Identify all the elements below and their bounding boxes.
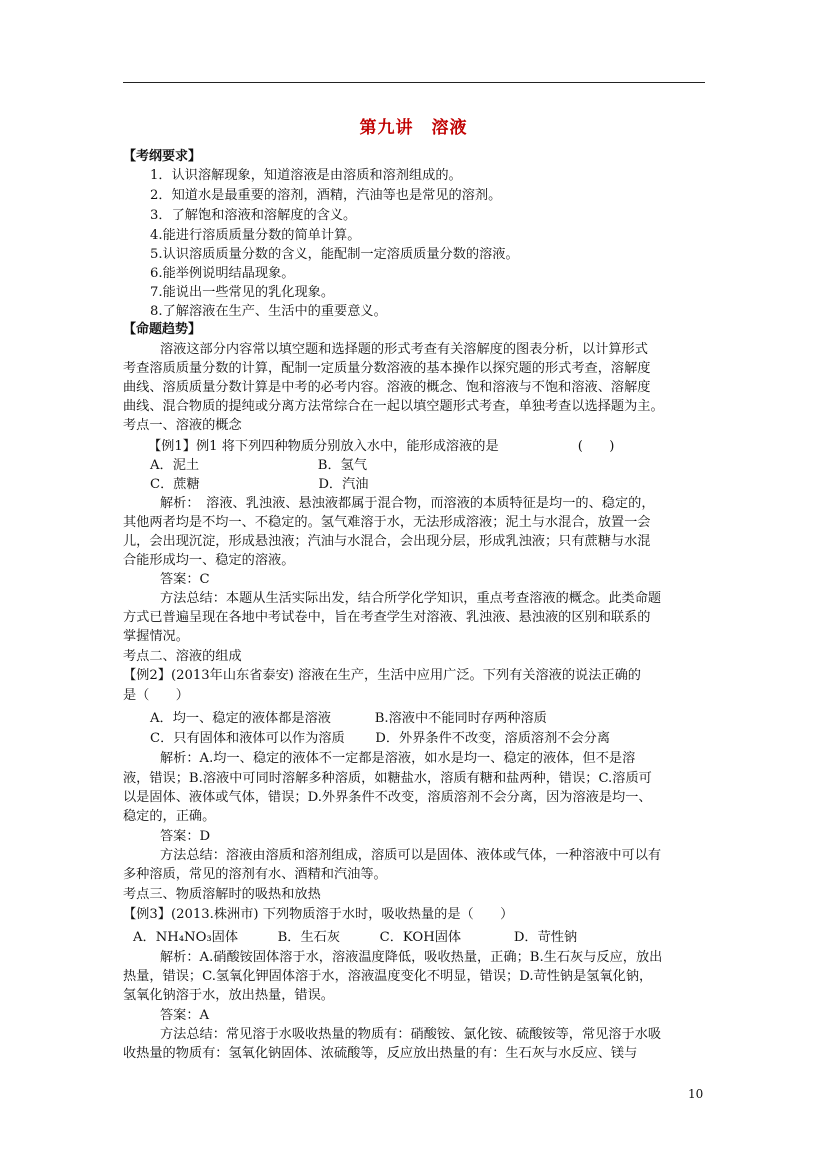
header-rule bbox=[123, 82, 705, 83]
text-line: 是（ ） bbox=[123, 688, 189, 703]
title-topic: 溶液 bbox=[431, 118, 468, 138]
text-line: 【例1】例1 将下列四种物质分别放入水中，能形成溶液的是 ( ) bbox=[148, 439, 615, 454]
text-line: 以是固体、液体或气体，错误；D.外界条件不改变，溶质溶剂不会分离，因为溶液是均一、 bbox=[123, 790, 652, 805]
text-line: 合能形成均一、稳定的溶液。 bbox=[123, 553, 295, 568]
text-line: 解析：A.均一、稳定的液体不一定都是溶液，如水是均一、稳定的液体，但不是溶 bbox=[160, 751, 636, 766]
text-line: 答案：D bbox=[160, 829, 211, 844]
text-line: 方法总结：溶液由溶质和溶剂组成，溶质可以是固体、液体或气体，一种溶液中可以有 bbox=[160, 848, 662, 863]
text-line: 液，错误；B.溶液中可同时溶解多种溶质，如糖盐水，溶质有糖和盐两种，错误；C.溶质可 bbox=[123, 771, 652, 786]
text-line: 热量，错误；C.氢氧化钾固体溶于水，溶液温度变化不明显，错误；D.苛性钠是氢氧化钠， bbox=[123, 969, 653, 984]
text-line: 6.能举例说明结晶现象。 bbox=[150, 266, 295, 281]
text-line: 多种溶质，常见的溶剂有水、酒精和汽油等。 bbox=[123, 867, 387, 882]
text-line: 曲线、溶质质量分数计算是中考的必考内容。溶液的概念、饱和溶液与不饱和溶液、溶解度 bbox=[123, 380, 651, 395]
text-line: 答案：C bbox=[160, 572, 210, 587]
text-line: 方式已普遍呈现在各地中考试卷中，旨在考查学生对溶液、乳浊液、悬浊液的区别和联系的 bbox=[123, 610, 651, 625]
text-line: 答案：A bbox=[160, 1008, 210, 1023]
text-line: 方法总结：本题从生活实际出发，结合所学化学知识，重点考查溶液的概念。此类命题 bbox=[160, 591, 662, 606]
text-line: C．只有固体和液体可以作为溶质 D．外界条件不改变，溶质溶剂不会分离 bbox=[150, 731, 611, 746]
section-heading: 【考纲要求】 bbox=[123, 149, 202, 164]
text-line: 稳定的，正确。 bbox=[123, 809, 216, 824]
section-heading: 【命题趋势】 bbox=[123, 322, 202, 337]
text-line: 收热量的物质有：氢氧化钠固体、浓硫酸等，反应放出热量的有：生石灰与水反应、镁与 bbox=[123, 1046, 638, 1061]
text-line: 方法总结：常见溶于水吸收热量的物质有：硝酸铵、氯化铵、硫酸铵等，常见溶于水吸 bbox=[160, 1027, 662, 1042]
text-line: 7.能说出一些常见的乳化现象。 bbox=[150, 285, 335, 300]
page-number: 10 bbox=[688, 1087, 704, 1101]
text-line: 掌握情况。 bbox=[123, 629, 189, 644]
text-line: C．蔗糖 D．汽油 bbox=[150, 477, 369, 492]
text-line: 曲线、混合物质的提纯或分离方法常综合在一起以填空题形式考查，单独考查以选择题为主。 bbox=[123, 399, 664, 414]
text-line: 解析： 溶液、乳浊液、悬浊液都属于混合物，而溶液的本质特征是均一的、稳定的， bbox=[160, 496, 655, 511]
text-line: 8.了解溶液在生产、生活中的重要意义。 bbox=[150, 304, 387, 319]
text-line: 其他两者均是不均一、不稳定的。氢气难溶于水，无法形成溶液；泥土与水混合，放置一会 bbox=[123, 515, 651, 530]
text-line: A．均一、稳定的液体都是溶液 B.溶液中不能同时存两种溶质 bbox=[150, 711, 547, 726]
text-line: 4.能进行溶质质量分数的简单计算。 bbox=[150, 228, 361, 243]
text-line: 2．知道水是最重要的溶剂，酒精，汽油等也是常见的溶剂。 bbox=[150, 188, 502, 203]
text-line: 考点一、溶液的概念 bbox=[123, 418, 242, 433]
text-line: 5.认识溶质质量分数的含义，能配制一定溶质质量分数的溶液。 bbox=[150, 247, 519, 262]
text-line: 儿，会出现沉淀，形成悬浊液；汽油与水混合，会出现分层，形成乳浊液；只有蔗糖与水混 bbox=[123, 534, 651, 549]
text-line: 【例3】(2013.株洲市) 下列物质溶于水时，吸收热量的是（ ） bbox=[123, 907, 514, 922]
text-line: A．泥土 B．氢气 bbox=[150, 458, 368, 473]
text-line: 氢氧化钠溶于水，放出热量，错误。 bbox=[123, 988, 334, 1003]
text-line: 【例2】(2013年山东省泰安) 溶液在生产，生活中应用广泛。下列有关溶液的说法正确的 bbox=[123, 668, 641, 683]
text-line: 溶液这部分内容常以填空题和选择题的形式考查有关溶解度的图表分析，以计算形式 bbox=[160, 342, 648, 357]
text-line: 考查溶质质量分数的计算，配制一定质量分数溶液的基本操作以探究题的形式考查，溶解度 bbox=[123, 361, 651, 376]
text-line: A．NH₄NO₃固体 B．生石灰 C．KOH固体 D．苛性钠 bbox=[133, 930, 578, 945]
title-lecture-number: 第九讲 bbox=[359, 118, 414, 138]
text-line: 解析：A.硝酸铵固体溶于水，溶液温度降低，吸收热量，正确；B.生石灰与反应，放出 bbox=[160, 950, 663, 965]
text-line: 考点三、物质溶解时的吸热和放热 bbox=[123, 887, 321, 902]
text-line: 1．认识溶解现象，知道溶液是由溶质和溶剂组成的。 bbox=[150, 168, 462, 183]
text-line: 3．了解饱和溶液和溶解度的含义。 bbox=[150, 208, 357, 223]
text-line: 考点二、溶液的组成 bbox=[123, 649, 242, 664]
page-title bbox=[0, 113, 827, 138]
